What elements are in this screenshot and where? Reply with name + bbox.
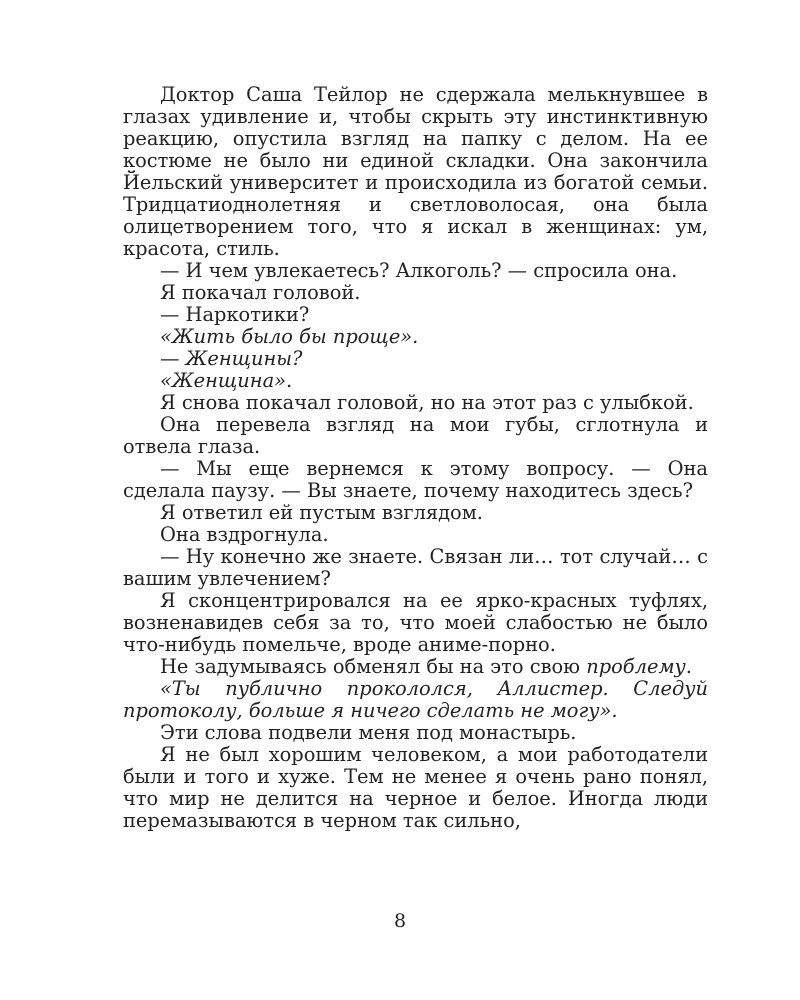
paragraph-blank-look: Я ответил ей пустым взглядом. <box>160 501 483 524</box>
paragraph-shook-head-smile: Я снова покачал головой, но на этот раз с улыбкой. <box>160 391 694 414</box>
paragraph-exchange-italic: проблему <box>586 655 686 678</box>
page-number: 8 <box>393 910 407 932</box>
paragraph-exchange-text: Не задумываясь обменял бы на это свою <box>160 655 587 678</box>
paragraph-shook-head: Я покачал головой. <box>160 281 361 304</box>
paragraph-return-question: — Мы еще вернемся к этому вопросу. — Она сделала паузу. — Вы знаете, почему находитесь здесь? <box>123 457 708 502</box>
paragraph-exchange-end: . <box>685 655 692 678</box>
paragraph-intro: Доктор Саша Тейлор не сдержала мелькнувшее в глазах удивление и, чтобы скрыть эту инстинктивную реакцию, опустила взгляд на папку с делом. На ее костюме не было ни единой складки. Она закончила Йельский университет и происходила из богатой семьи. Тридцатиоднолетняя и светловолосая, она была олицетворением того, что я искал в женщинах: ум, красота, стиль. <box>123 83 708 260</box>
paragraph-monastery: Эти слова подвели меня под монастырь. <box>160 721 577 744</box>
paragraph-women-question: — Женщины? <box>160 347 303 370</box>
paragraph-thought-easier: «Жить было бы проще». <box>160 325 419 348</box>
paragraph-dialogue-question: — И чем увлекаетесь? Алкоголь? — спросила она. <box>160 259 678 282</box>
paragraph-exchange-problem <box>123 656 708 678</box>
page-body <box>123 84 708 832</box>
paragraph-thought-woman: «Женщина». <box>160 369 293 392</box>
paragraph-not-good-man: Я не был хорошим человеком, а мои работодатели были и того и хуже. Тем не менее я очень рано понял, что мир не делится на черное и белое. Иногда люди перемазываются в черном так сильно, <box>123 743 708 832</box>
paragraph-red-shoes: Я сконцентрировался на ее ярко-красных туфлях, возненавидев себя за то, что моей слабостью не было что-нибудь помельче, вроде аниме-порно. <box>123 589 708 656</box>
paragraph-flinched: Она вздрогнула. <box>160 523 329 546</box>
paragraph-drugs-question: — Наркотики? <box>160 303 310 326</box>
paragraph-quote-protocol: «Ты публично прокололся, Аллистер. Следуй протоколу, больше я ничего сделать не могу». <box>123 677 708 722</box>
paragraph-looked-lips: Она перевела взгляд на мои губы, сглотнула и отвела глаза. <box>123 413 708 458</box>
paragraph-incident-question: — Ну конечно же знаете. Связан ли… тот случай… с вашим увлечением? <box>123 545 708 590</box>
